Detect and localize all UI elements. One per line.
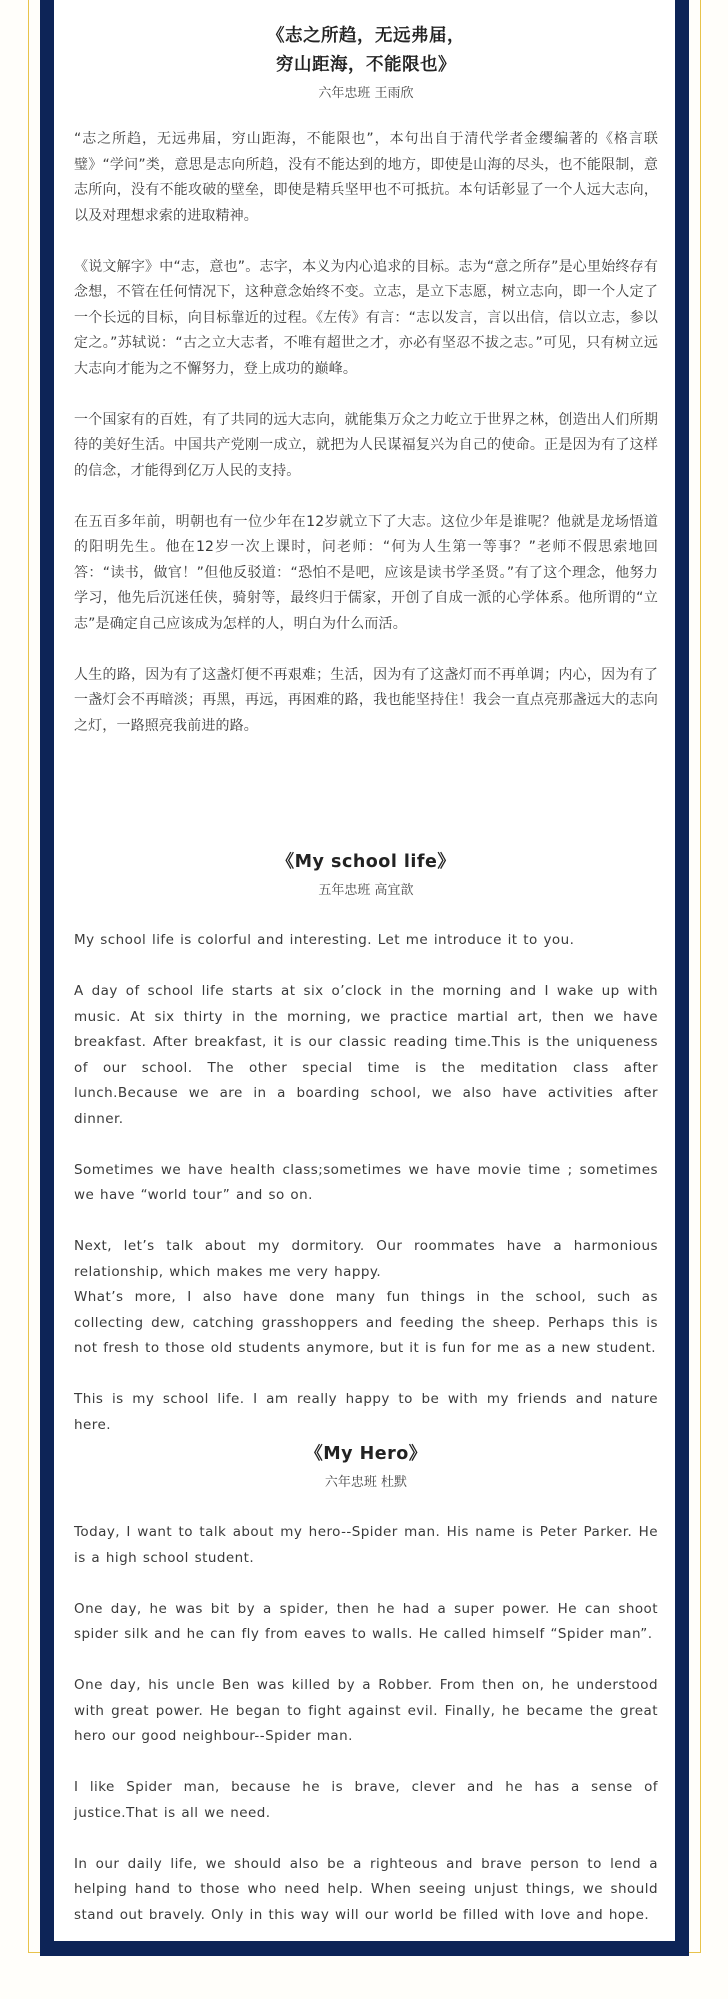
- paragraph: 人生的路，因为有了这盏灯便不再艰难；生活，因为有了这盏灯而不再单调；内心，因为有了一盏灯会不再暗淡；再黑，再远，再困难的路，我也能坚持住！我会一直点亮那盏远大的志向之灯，一路照亮我前进的路。: [74, 666, 658, 734]
- paragraph: Next, let’s talk about my dormitory. Our roommates have a harmonious relationship, which makes me very happy.: [74, 1238, 658, 1280]
- paragraph: “志之所趋，无远弗届，穷山距海，不能限也”，本句出自于清代学者金缨编著的《格言联璧》“学问”类，意思是志向所趋，没有不能达到的地方，即使是山海的尽头，也不能限制，意志所向，没有不能攻破的壁垒，即使是精兵坚甲也不可抵抗。本句话彰显了一个人远大志向，以及对理想求索的进取精神。: [74, 131, 658, 224]
- paragraph: In our daily life, we should also be a righteous and brave person to lend a helping hand to those who need help. When seeing unjust things, we should stand out bravely. Only in this way will our world be filled with love and hope.: [74, 1855, 658, 1923]
- paragraph: My school life is colorful and interesting. Let me introduce it to you.: [74, 932, 575, 948]
- article-title: [74, 22, 658, 80]
- paragraph: I like Spider man, because he is brave, clever and he has a sense of justice.That is all we need.: [74, 1779, 658, 1821]
- paragraph: 在五百多年前，明朝也有一位少年在12岁就立下了大志。这位少年是谁呢？他就是龙场悟道的阳明先生。他在12岁一次上课时，问老师：“何为人生第一等事？”老师不假思索地回答：“读书，做官！”但他反驳道：“恐怕不是吧，应该是读书学圣贤。”有了这个理念，他努力学习，他先后沉迷任侠，骑射等，最终归于儒家，开创了自成一派的心学体系。他所谓的“立志”是确定自己应该成为怎样的人，明白为什么而活。: [74, 513, 658, 632]
- paragraph: Sometimes we have health class;sometimes we have movie time ; sometimes we have “world tour” and so on.: [74, 1161, 658, 1203]
- article-author: 五年忠班 高宜歆: [318, 883, 414, 898]
- paragraph: This is my school life. I am really happy to be with my friends and nature here.: [74, 1391, 658, 1433]
- article-author: 六年忠班 杜默: [324, 1475, 408, 1490]
- paragraph: One day, he was bit by a spider, then he had a super power. He can shoot spider silk and he can fly from eaves to walls. He called himself “Spider man”.: [74, 1600, 658, 1642]
- article-zhi: [74, 22, 658, 739]
- article-school-life: [74, 848, 658, 1438]
- paragraph: Today, I want to talk about my hero--Spider man. His name is Peter Parker. He is a high school student.: [74, 1524, 658, 1566]
- title-line-1: 《志之所趋，无远弗届，: [267, 26, 465, 46]
- paragraph: A day of school life starts at six o’clock in the morning and I wake up with music. At six thirty in the morning, we practice martial art, then we have breakfast. After breakfast, it is our classic reading time.This is the uniqueness of our school. The other special time is the meditation class after lunch.Because we are in a boarding school, we also have activities after dinner.: [74, 983, 658, 1127]
- paragraph: 一个国家有的百姓，有了共同的远大志向，就能集万众之力屹立于世界之林，创造出人们所期待的美好生活。中国共产党刚一成立，就把为人民谋福复兴为自己的使命。正是因为有了这样的信念，才能得到亿万人民的支持。: [74, 411, 658, 479]
- title-line-2: 穷山距海，不能限也》: [276, 55, 456, 75]
- paragraph: 《说文解字》中“志，意也”。志字，本义为内心追求的目标。志为“意之所存”是心里始终存有念想，不管在任何情况下，这种意念始终不变。立志，是立下志愿，树立志向，即一个人定了一个长远的目标，向目标靠近的过程。《左传》有言：“志以发言，言以出信，信以立志，参以定之。”苏轼说：“古之立大志者，不唯有超世之才，亦必有坚忍不拔之志。”可见，只有树立远大志向才能为之不懈努力，登上成功的巅峰。: [74, 258, 658, 377]
- paragraph: One day, his uncle Ben was killed by a Robber. From then on, he understood with great power. He began to fight against evil. Finally, he became the great hero our good neighbour--Spider man.: [74, 1677, 658, 1744]
- article-my-hero: [74, 1440, 658, 1928]
- paragraph: What’s more, I also have done many fun things in the school, such as collecting dew, catching grasshoppers and feeding the sheep. Perhaps this is not fresh to those old students anymore, but it is fun for me as a new student.: [74, 1289, 658, 1356]
- article-author: 六年忠班 王雨欣: [318, 86, 414, 101]
- article-title: 《My school life》: [276, 852, 456, 872]
- article-title: 《My Hero》: [305, 1444, 427, 1464]
